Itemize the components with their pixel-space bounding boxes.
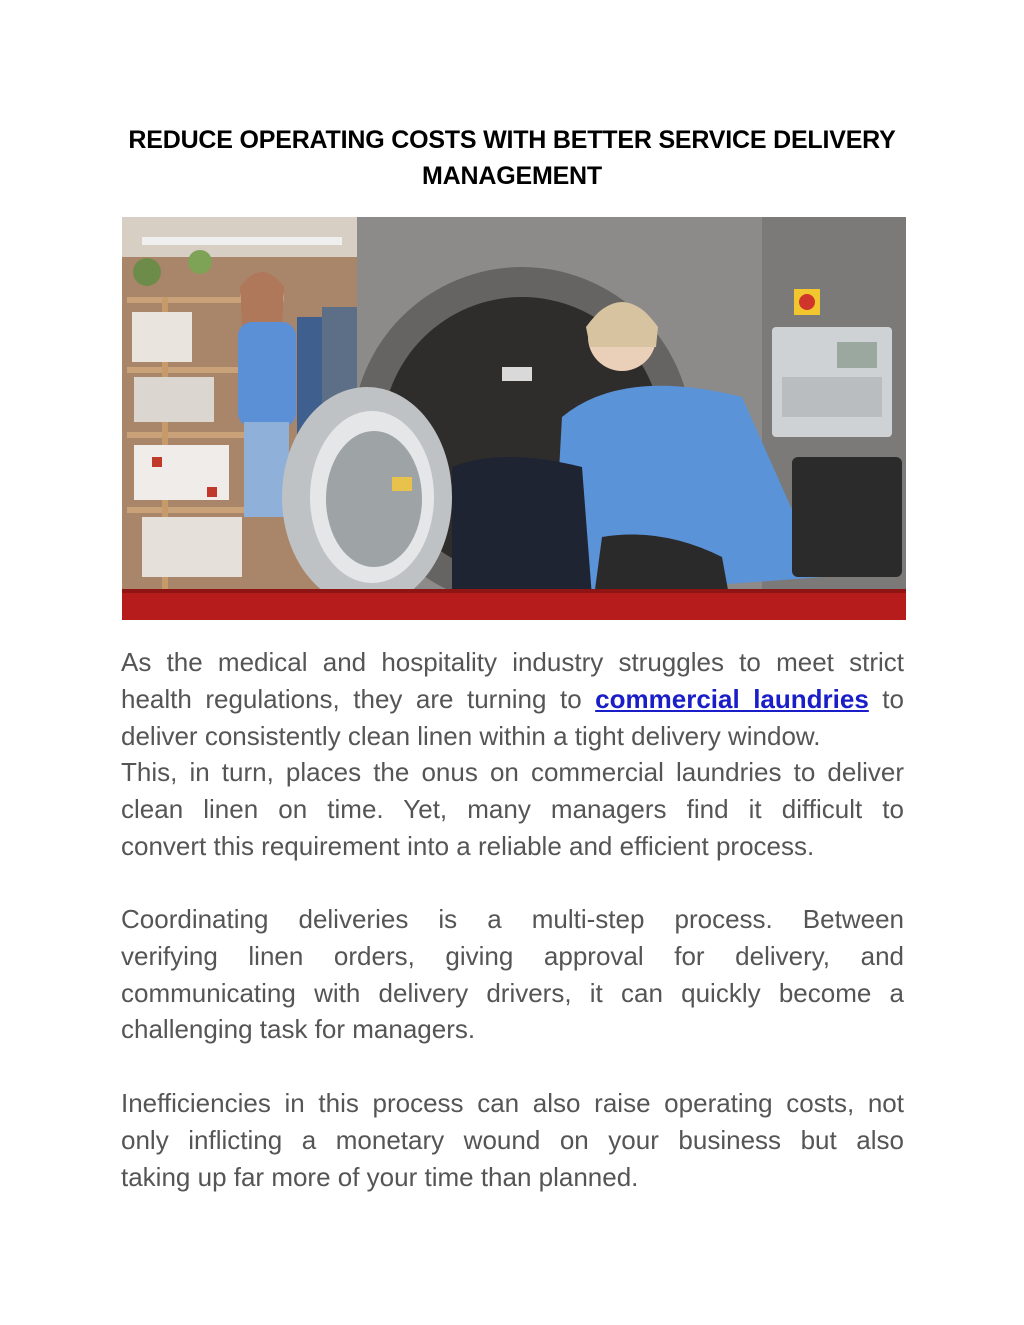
paragraph-3-line-3: taking up far more of your time than planned. — [121, 1161, 639, 1192]
commercial-laundries-link[interactable]: commercial laundries — [595, 683, 869, 714]
laundry-photo — [122, 217, 906, 620]
paragraph-1 — [121, 644, 904, 865]
title-line-2: MANAGEMENT — [422, 162, 602, 190]
paragraph-3-line-2: only inflicting a monetary wound on your business but also — [121, 1124, 904, 1155]
paragraph-2-line-4: challenging task for managers. — [121, 1014, 476, 1045]
paragraph-2 — [121, 901, 904, 1048]
paragraph-1-line-5: clean linen on time. Yet, many managers find it difficult to — [121, 794, 904, 825]
paragraph-3-line-1: Inefficiencies in this process can also raise operating costs, not — [121, 1088, 904, 1118]
paragraph-1-line-4: This, in turn, places the onus on commercial laundries to deliver — [121, 757, 904, 788]
page-title — [122, 122, 902, 194]
paragraph-3 — [121, 1085, 904, 1195]
paragraph-1-line-2 — [121, 681, 904, 718]
paragraph-1-line-6: convert this requirement into a reliable and efficient process. — [121, 830, 815, 861]
paragraph-2-line-3: communicating with delivery drivers, it can quickly become a — [121, 977, 904, 1008]
paragraph-1-line-2-start: health regulations, they are turning to — [121, 683, 596, 714]
paragraph-1-line-2-end: to — [868, 683, 904, 714]
paragraph-1-line-1: As the medical and hospitality industry struggles to meet strict — [121, 647, 904, 677]
paragraph-2-line-2: verifying linen orders, giving approval for delivery, and — [121, 940, 904, 971]
title-line-1: REDUCE OPERATING COSTS WITH BETTER SERVICE DELIVERY — [128, 126, 896, 154]
paragraph-1-line-3: deliver consistently clean linen within a tight delivery window. — [121, 720, 821, 751]
paragraph-2-line-1: Coordinating deliveries is a multi-step process. Between — [121, 904, 904, 934]
